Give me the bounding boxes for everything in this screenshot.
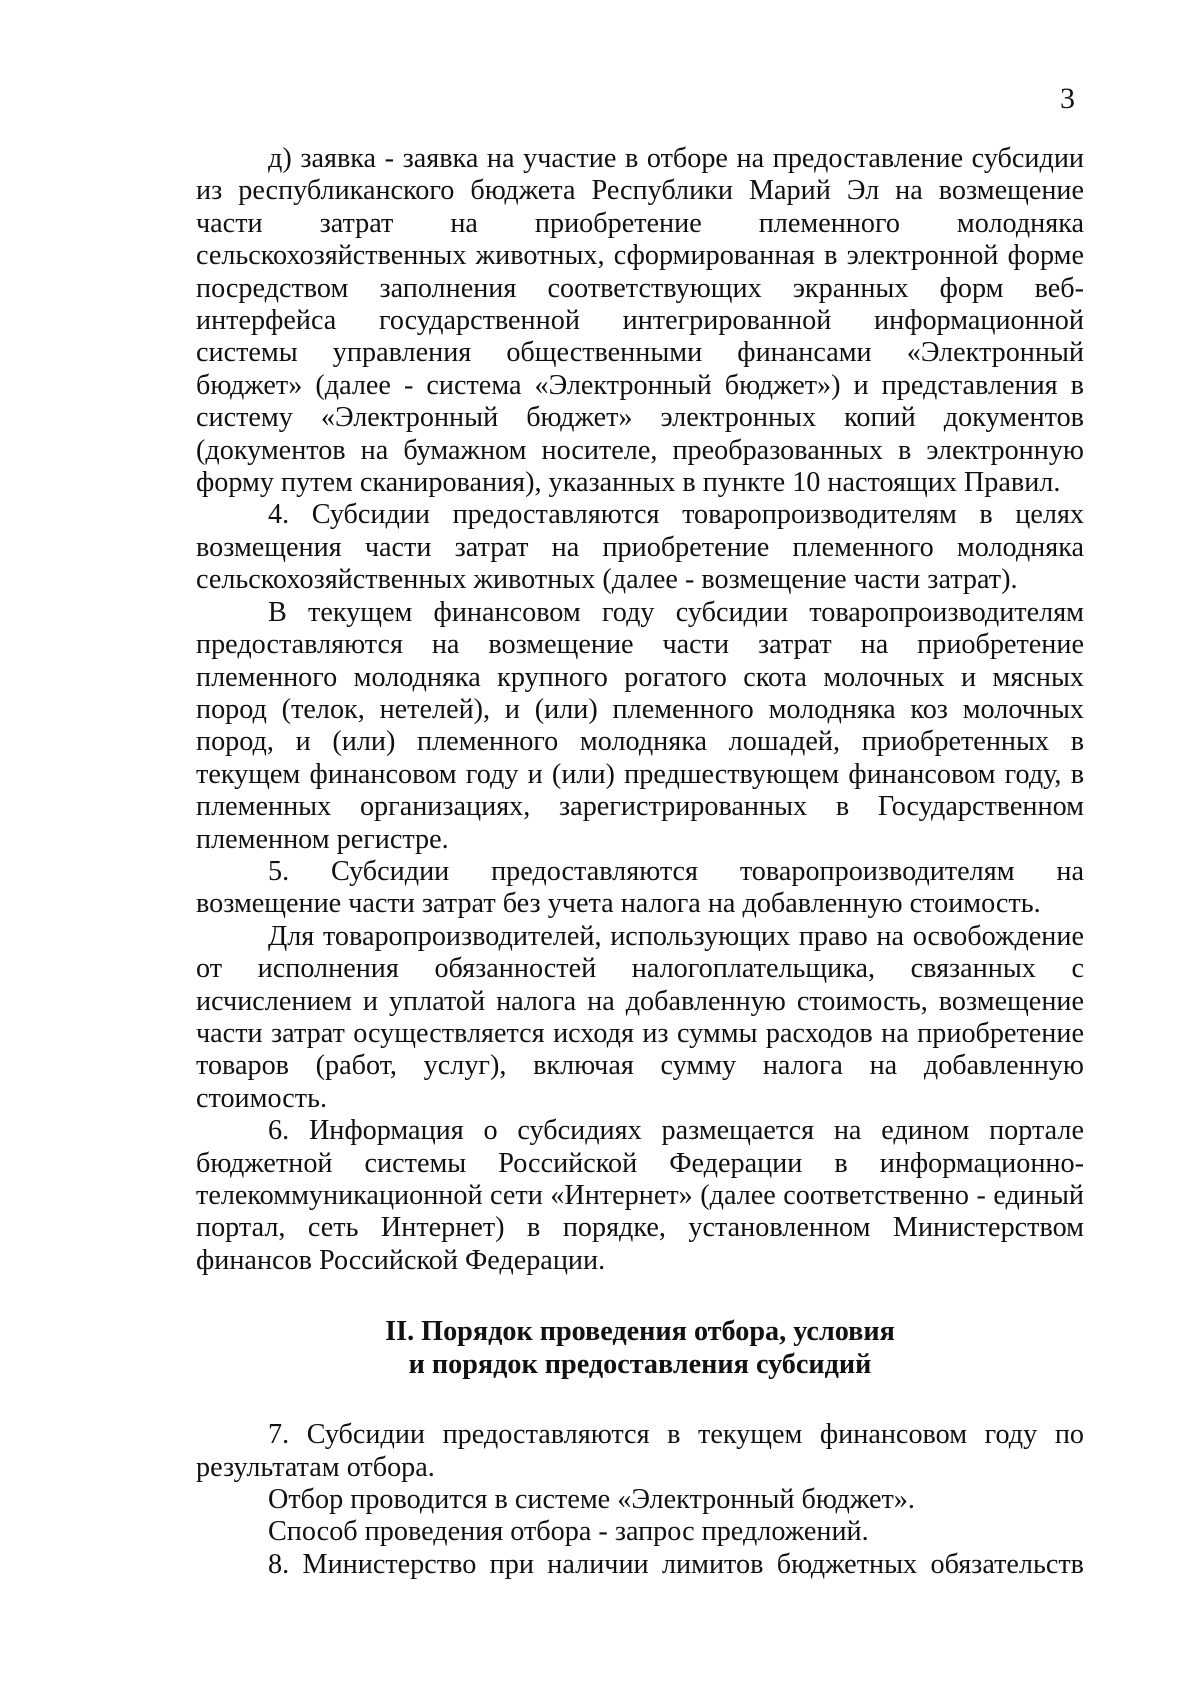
paragraph-clause-8: 8. Министерство при наличии лимитов бюджетных обязательств	[268, 1548, 1084, 1580]
document-body	[196, 143, 1084, 1581]
paragraph-clause-6: 6. Информация о субсидиях размещается на едином портале бюджетной системы Российской Федерации в информационно-телекоммуникационной сети «Интернет» (далее соответственно - единый портал, сеть Интернет) в порядке, установленном Министерством финансов Российской Федерации.	[196, 1115, 1084, 1276]
section-heading-line-1: II. Порядок проведения отбора, условия	[385, 1316, 895, 1348]
paragraph-application-definition: д) заявка - заявка на участие в отборе на предоставление субсидии из республиканского бюджета Республики Марий Эл на возмещение части затрат на приобретение племенного молодняка сельскохозяйственных животных, сформированная в электронной форме посредством заполнения соответствующих экранных форм веб-интерфейса государственной интегрированной информационной системы управления общественными финансами «Электронный бюджет» (далее - система «Электронный бюджет») и представления в систему «Электронный бюджет» электронных копий документов (документов на бумажном носителе, преобразованных в электронную форму путем сканирования), указанных в пункте 10 настоящих Правил.	[196, 143, 1084, 499]
section-heading-line-2: и порядок предоставления субсидий	[408, 1349, 872, 1381]
paragraph-clause-7: 7. Субсидии предоставляются в текущем финансовом году по результатам отбора.	[196, 1419, 1084, 1483]
paragraph-vat-exemption: Для товаропроизводителей, использующих право на освобождение от исполнения обязанностей налогоплательщика, связанных с исчислением и уплатой налога на добавленную стоимость, возмещение части затрат осуществляется исходя из суммы расходов на приобретение товаров (работ, услуг), включая сумму налога на добавленную стоимость.	[196, 920, 1084, 1114]
paragraph-clause-5: 5. Субсидии предоставляются товаропроизводителям на возмещение части затрат без учета налога на добавленную стоимость.	[196, 855, 1084, 920]
page-number: 3	[1060, 82, 1075, 115]
section-heading	[196, 1277, 1084, 1419]
paragraph-selection-system: Отбор проводится в системе «Электронный бюджет».	[268, 1484, 915, 1516]
paragraph-selection-method: Способ проведения отбора - запрос предложений.	[268, 1516, 869, 1548]
paragraph-current-year-subsidies: В текущем финансовом году субсидии товаропроизводителям предоставляются на возмещение части затрат на приобретение племенного молодняка крупного рогатого скота молочных и мясных пород (телок, нетелей), и (или) племенного молодняка коз молочных пород, и (или) племенного молодняка лошадей, приобретенных в текущем финансовом году и (или) предшествующем финансовом году, в племенных организациях, зарегистрированных в Государственном племенном регистре.	[196, 596, 1084, 855]
paragraph-clause-4: 4. Субсидии предоставляются товаропроизводителям в целях возмещения части затрат на приобретение племенного молодняка сельскохозяйственных животных (далее - возмещение части затрат).	[196, 499, 1084, 596]
